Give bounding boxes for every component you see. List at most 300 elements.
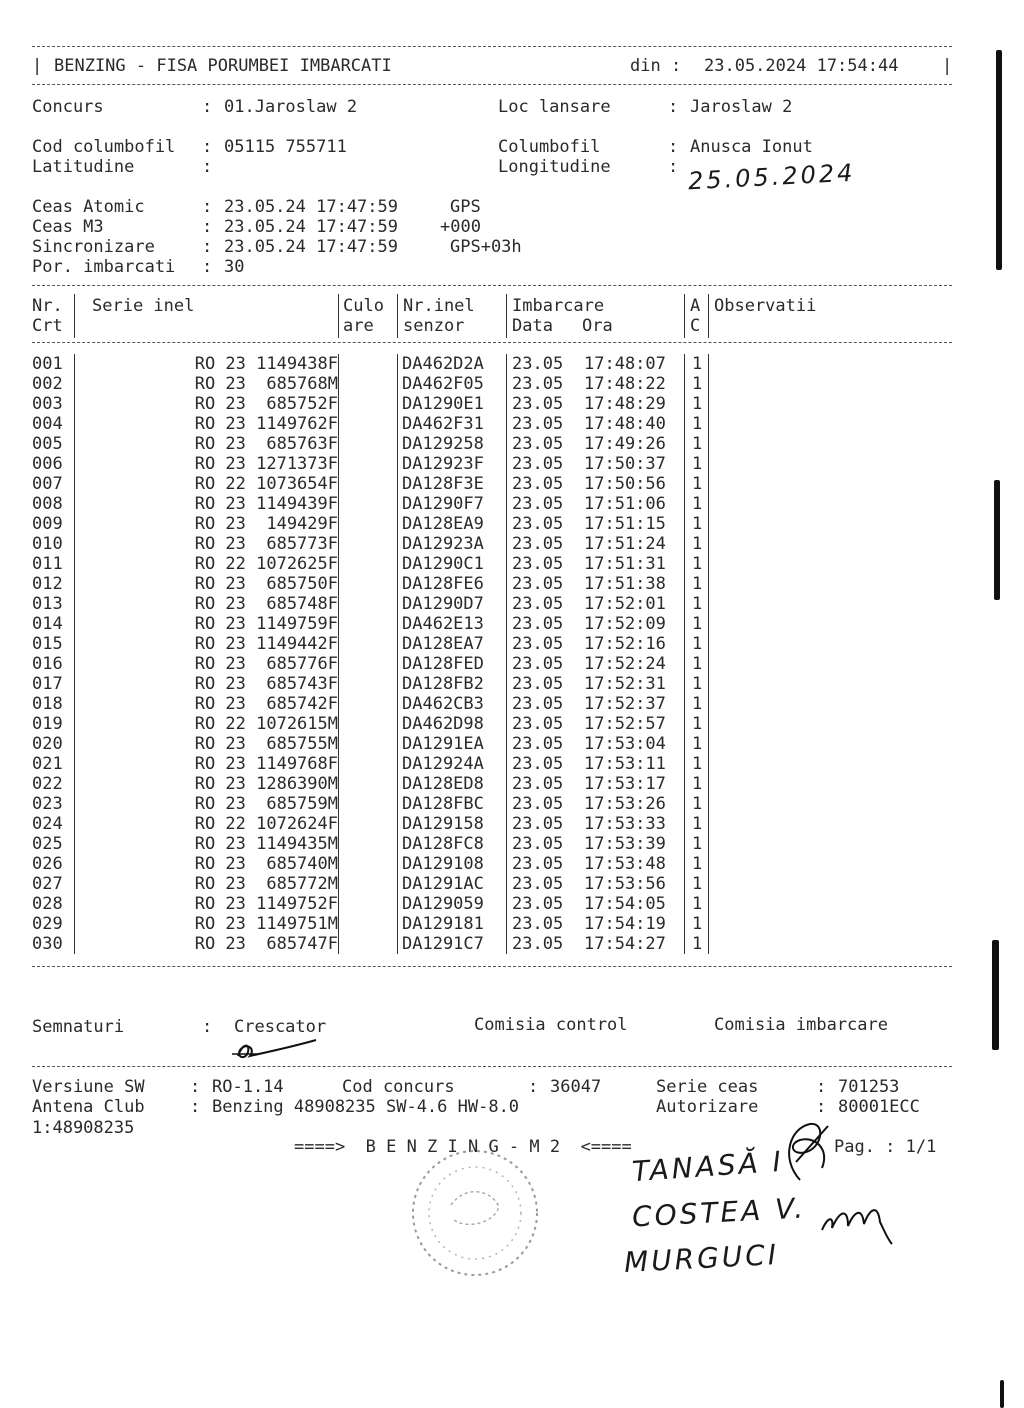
embark-date: 23.05 xyxy=(512,854,564,874)
ac-flag: 1 xyxy=(692,734,703,754)
embark-time: 17:51:31 xyxy=(584,554,666,574)
sensor-ring: DA128FBC xyxy=(402,794,484,814)
ring-series: RO 22 1072625F xyxy=(194,554,338,574)
ac-flag: 1 xyxy=(692,634,703,654)
m3-colon: : xyxy=(202,217,213,237)
row-number: 001 xyxy=(32,354,63,374)
embark-date: 23.05 xyxy=(512,414,564,434)
long-label: Longitudine xyxy=(498,157,611,177)
sync-colon: : xyxy=(202,237,213,257)
ac-flag: 1 xyxy=(692,454,703,474)
sensor-ring: DA12923A xyxy=(402,534,484,554)
sensor-ring: DA128F3E xyxy=(402,474,484,494)
row-number: 004 xyxy=(32,414,63,434)
commission-stamp xyxy=(395,1145,555,1280)
sync-value: 23.05.24 17:47:59 xyxy=(224,237,398,257)
concurs-value: 01.Jaroslaw 2 xyxy=(224,97,358,117)
embark-time: 17:53:04 xyxy=(584,734,666,754)
sensor-ring: DA129258 xyxy=(402,434,484,454)
sensor-ring: DA129158 xyxy=(402,814,484,834)
table-row xyxy=(32,774,772,794)
ring-series: RO 22 1072624F xyxy=(194,814,338,834)
embark-time: 17:53:33 xyxy=(584,814,666,834)
crescator-label: Crescator xyxy=(234,1017,327,1037)
concurs-label: Concurs xyxy=(32,97,104,117)
col-nr-header-2: Crt xyxy=(32,316,63,336)
embark-time: 17:52:09 xyxy=(584,614,666,634)
ac-flag: 1 xyxy=(692,394,703,414)
row-number: 022 xyxy=(32,774,63,794)
row-number: 030 xyxy=(32,934,63,954)
col-ac-header: A xyxy=(690,296,701,316)
embark-date: 23.05 xyxy=(512,694,564,714)
col-ac-header-2: C xyxy=(690,316,701,336)
embark-date: 23.05 xyxy=(512,774,564,794)
ring-series: RO 23 1149439F xyxy=(194,494,338,514)
row-number: 003 xyxy=(32,394,63,414)
row-number: 016 xyxy=(32,654,63,674)
ring-series: RO 23 685773F xyxy=(194,534,338,554)
ring-series: RO 23 1149435M xyxy=(194,834,338,854)
sync-label: Sincronizare xyxy=(32,237,155,257)
embark-date: 23.05 xyxy=(512,754,564,774)
handwritten-name-2: COSTEA V. xyxy=(631,1191,807,1234)
autorizare-colon: : xyxy=(816,1097,827,1117)
embark-time: 17:48:29 xyxy=(584,394,666,414)
handwritten-name-3: MURGUCI xyxy=(623,1237,780,1280)
ac-flag: 1 xyxy=(692,814,703,834)
embark-time: 17:53:56 xyxy=(584,874,666,894)
ac-flag: 1 xyxy=(692,674,703,694)
embark-time: 17:51:38 xyxy=(584,574,666,594)
embark-date: 23.05 xyxy=(512,614,564,634)
row-number: 005 xyxy=(32,434,63,454)
embark-time: 17:52:16 xyxy=(584,634,666,654)
ring-series: RO 23 685755M xyxy=(194,734,338,754)
pigeon-table xyxy=(32,354,772,954)
row-number: 018 xyxy=(32,694,63,714)
serie-ceas-label: Serie ceas xyxy=(656,1077,759,1097)
document-title: BENZING - FISA PORUMBEI IMBARCATI xyxy=(54,56,392,76)
embark-time: 17:54:05 xyxy=(584,894,666,914)
table-row xyxy=(32,594,772,614)
handwritten-date: 25.05.2024 xyxy=(687,158,857,196)
signatures-label: Semnaturi xyxy=(32,1017,125,1037)
page-number: Pag. : 1/1 xyxy=(834,1137,937,1157)
embark-time: 17:49:26 xyxy=(584,434,666,454)
embark-date: 23.05 xyxy=(512,634,564,654)
separator xyxy=(32,966,952,967)
sync-suffix: GPS+03h xyxy=(450,237,522,257)
ac-flag: 1 xyxy=(692,514,703,534)
serie-ceas-value: 701253 xyxy=(838,1077,900,1097)
row-number: 015 xyxy=(32,634,63,654)
embark-date: 23.05 xyxy=(512,434,564,454)
table-row xyxy=(32,914,772,934)
embark-time: 17:48:22 xyxy=(584,374,666,394)
signatures-colon: : xyxy=(202,1017,213,1037)
antena-label: Antena Club xyxy=(32,1097,145,1117)
separator xyxy=(32,46,952,47)
embark-time: 17:53:39 xyxy=(584,834,666,854)
embark-time: 17:50:56 xyxy=(584,474,666,494)
table-row xyxy=(32,874,772,894)
ac-flag: 1 xyxy=(692,594,703,614)
ring-series: RO 23 1149759F xyxy=(194,614,338,634)
embark-date: 23.05 xyxy=(512,394,564,414)
table-row xyxy=(32,754,772,774)
sensor-ring: DA128EA7 xyxy=(402,634,484,654)
row-number: 021 xyxy=(32,754,63,774)
version-colon: : xyxy=(190,1077,201,1097)
ring-series: RO 23 685752F xyxy=(194,394,338,414)
cod-value: 05115 755711 xyxy=(224,137,347,157)
col-color-header: Culo xyxy=(343,296,384,316)
row-number: 002 xyxy=(32,374,63,394)
col-series-header: Serie inel xyxy=(92,296,195,316)
serie-ceas-colon: : xyxy=(816,1077,827,1097)
ac-flag: 1 xyxy=(692,934,703,954)
row-number: 027 xyxy=(32,874,63,894)
embark-time: 17:53:26 xyxy=(584,794,666,814)
columbofil-label: Columbofil xyxy=(498,137,601,157)
sensor-ring: DA128FB2 xyxy=(402,674,484,694)
ac-flag: 1 xyxy=(692,914,703,934)
sensor-ring: DA462CB3 xyxy=(402,694,484,714)
embark-time: 17:48:40 xyxy=(584,414,666,434)
embark-time: 17:52:01 xyxy=(584,594,666,614)
embark-time: 17:53:11 xyxy=(584,754,666,774)
table-row xyxy=(32,694,772,714)
scan-mark xyxy=(1000,1380,1004,1408)
count-label: Por. imbarcati xyxy=(32,257,176,277)
print-datetime: 23.05.2024 17:54:44 xyxy=(704,56,899,76)
m3-value: 23.05.24 17:47:59 xyxy=(224,217,398,237)
embark-time: 17:52:24 xyxy=(584,654,666,674)
separator xyxy=(32,342,952,343)
embark-time: 17:52:57 xyxy=(584,714,666,734)
ac-flag: 1 xyxy=(692,834,703,854)
cod-colon: : xyxy=(202,137,213,157)
table-row xyxy=(32,614,772,634)
table-row xyxy=(32,634,772,654)
ac-flag: 1 xyxy=(692,754,703,774)
embark-date: 23.05 xyxy=(512,534,564,554)
embark-date: 23.05 xyxy=(512,574,564,594)
loc-value: Jaroslaw 2 xyxy=(690,97,793,117)
embark-time: 17:50:37 xyxy=(584,454,666,474)
sensor-ring: DA12924A xyxy=(402,754,484,774)
row-number: 017 xyxy=(32,674,63,694)
antena-value: Benzing 48908235 SW-4.6 HW-8.0 xyxy=(212,1097,520,1117)
ring-series: RO 23 1149751M xyxy=(194,914,338,934)
embark-time: 17:54:19 xyxy=(584,914,666,934)
scan-mark xyxy=(994,480,1000,600)
ac-flag: 1 xyxy=(692,554,703,574)
sensor-ring: DA128ED8 xyxy=(402,774,484,794)
ring-series: RO 23 1149752F xyxy=(194,894,338,914)
embark-date: 23.05 xyxy=(512,874,564,894)
atomic-colon: : xyxy=(202,197,213,217)
row-number: 025 xyxy=(32,834,63,854)
table-row xyxy=(32,814,772,834)
table-row xyxy=(32,834,772,854)
count-colon: : xyxy=(202,257,213,277)
ring-series: RO 23 685768M xyxy=(194,374,338,394)
ring-series: RO 23 1149442F xyxy=(194,634,338,654)
autorizare-value: 80001ECC xyxy=(838,1097,920,1117)
table-row xyxy=(32,734,772,754)
atomic-suffix: GPS xyxy=(450,197,481,217)
ring-series: RO 22 1072615M xyxy=(194,714,338,734)
col-sensor-header: Nr.inel xyxy=(403,296,475,316)
sensor-ring: DA129181 xyxy=(402,914,484,934)
handwritten-name-1: TANASĂ I xyxy=(630,1144,785,1189)
scan-mark xyxy=(996,50,1002,270)
table-row xyxy=(32,354,772,374)
ring-series: RO 23 1271373F xyxy=(194,454,338,474)
ac-flag: 1 xyxy=(692,714,703,734)
embark-time: 17:52:31 xyxy=(584,674,666,694)
sensor-ring: DA12923F xyxy=(402,454,484,474)
row-number: 023 xyxy=(32,794,63,814)
row-number: 026 xyxy=(32,854,63,874)
columbofil-colon: : xyxy=(668,137,679,157)
col-obs-header: Observatii xyxy=(714,296,817,316)
row-number: 028 xyxy=(32,894,63,914)
embark-time: 17:51:15 xyxy=(584,514,666,534)
embark-time: 17:48:07 xyxy=(584,354,666,374)
col-embark-header: Imbarcare xyxy=(512,296,605,316)
col-time-header: Ora xyxy=(582,316,613,336)
row-number: 019 xyxy=(32,714,63,734)
embark-date: 23.05 xyxy=(512,814,564,834)
ring-series: RO 23 685750F xyxy=(194,574,338,594)
col-nr-header: Nr. xyxy=(32,296,63,316)
table-row xyxy=(32,574,772,594)
sensor-ring: DA1290E1 xyxy=(402,394,484,414)
col-rule xyxy=(74,294,75,338)
embark-date: 23.05 xyxy=(512,354,564,374)
ring-series: RO 23 1149768F xyxy=(194,754,338,774)
cod-concurs-label: Cod concurs xyxy=(342,1077,455,1097)
device-banner: ====> B E N Z I N G - M 2 <==== xyxy=(294,1137,632,1157)
sensor-ring: DA129059 xyxy=(402,894,484,914)
ac-flag: 1 xyxy=(692,354,703,374)
embark-time: 17:51:24 xyxy=(584,534,666,554)
ring-series: RO 23 685743F xyxy=(194,674,338,694)
m3-suffix: +000 xyxy=(440,217,481,237)
cod-concurs-colon: : xyxy=(528,1077,539,1097)
table-row xyxy=(32,934,772,954)
ac-flag: 1 xyxy=(692,694,703,714)
table-row xyxy=(32,474,772,494)
embark-date: 23.05 xyxy=(512,934,564,954)
embark-date: 23.05 xyxy=(512,674,564,694)
ring-series: RO 23 685742F xyxy=(194,694,338,714)
embark-date: 23.05 xyxy=(512,654,564,674)
breeder-signature xyxy=(228,1034,320,1064)
sensor-ring: DA1291EA xyxy=(402,734,484,754)
header-border-right: | xyxy=(942,56,953,76)
table-row xyxy=(32,534,772,554)
ac-flag: 1 xyxy=(692,434,703,454)
table-row xyxy=(32,894,772,914)
sensor-ring: DA462D2A xyxy=(402,354,484,374)
embark-date: 23.05 xyxy=(512,834,564,854)
version-label: Versiune SW xyxy=(32,1077,145,1097)
lat-colon: : xyxy=(202,157,213,177)
ring-series: RO 23 685759M xyxy=(194,794,338,814)
sensor-ring: DA462E13 xyxy=(402,614,484,634)
control-label: Comisia control xyxy=(474,1015,628,1035)
table-row xyxy=(32,454,772,474)
table-row xyxy=(32,494,772,514)
row-number: 006 xyxy=(32,454,63,474)
col-sensor-header-2: senzor xyxy=(403,316,465,336)
sensor-ring: DA128FED xyxy=(402,654,484,674)
row-number: 029 xyxy=(32,914,63,934)
ring-series: RO 23 685776F xyxy=(194,654,338,674)
ac-flag: 1 xyxy=(692,414,703,434)
sensor-ring: DA128EA9 xyxy=(402,514,484,534)
ac-flag: 1 xyxy=(692,534,703,554)
sensor-ring: DA1291C7 xyxy=(402,934,484,954)
row-number: 024 xyxy=(32,814,63,834)
atomic-value: 23.05.24 17:47:59 xyxy=(224,197,398,217)
table-row xyxy=(32,394,772,414)
header-border-left: | xyxy=(32,56,43,76)
lat-label: Latitudine xyxy=(32,157,135,177)
sensor-ring: DA462F31 xyxy=(402,414,484,434)
table-row xyxy=(32,434,772,454)
autorizare-label: Autorizare xyxy=(656,1097,759,1117)
ac-flag: 1 xyxy=(692,874,703,894)
embark-time: 17:53:17 xyxy=(584,774,666,794)
loc-colon: : xyxy=(668,97,679,117)
embark-time: 17:51:06 xyxy=(584,494,666,514)
col-rule xyxy=(684,294,685,338)
antena-colon: : xyxy=(190,1097,201,1117)
ring-series: RO 23 685748F xyxy=(194,594,338,614)
embark-date: 23.05 xyxy=(512,794,564,814)
ac-flag: 1 xyxy=(692,794,703,814)
embark-date: 23.05 xyxy=(512,494,564,514)
ac-flag: 1 xyxy=(692,894,703,914)
ring-series: RO 22 1073654F xyxy=(194,474,338,494)
sensor-ring: DA462F05 xyxy=(402,374,484,394)
table-row xyxy=(32,674,772,694)
ac-flag: 1 xyxy=(692,774,703,794)
embark-date: 23.05 xyxy=(512,454,564,474)
sensor-ring: DA128FE6 xyxy=(402,574,484,594)
row-number: 008 xyxy=(32,494,63,514)
ring-series: RO 23 685763F xyxy=(194,434,338,454)
sensor-ring: DA129108 xyxy=(402,854,484,874)
embark-date: 23.05 xyxy=(512,554,564,574)
ac-flag: 1 xyxy=(692,374,703,394)
embark-date: 23.05 xyxy=(512,894,564,914)
table-row xyxy=(32,854,772,874)
ring-series: RO 23 685740M xyxy=(194,854,338,874)
embark-date: 23.05 xyxy=(512,514,564,534)
table-row xyxy=(32,414,772,434)
col-rule xyxy=(506,294,507,338)
club-code: 1:48908235 xyxy=(32,1118,135,1138)
concurs-colon: : xyxy=(202,97,213,117)
row-number: 010 xyxy=(32,534,63,554)
count-value: 30 xyxy=(224,257,245,277)
ac-flag: 1 xyxy=(692,614,703,634)
row-number: 020 xyxy=(32,734,63,754)
separator xyxy=(32,1066,952,1067)
table-row xyxy=(32,794,772,814)
table-row xyxy=(32,554,772,574)
col-date-header: Data xyxy=(512,316,553,336)
table-row xyxy=(32,514,772,534)
embark-time: 17:54:27 xyxy=(584,934,666,954)
loc-label: Loc lansare xyxy=(498,97,611,117)
sensor-ring: DA1290C1 xyxy=(402,554,484,574)
table-row xyxy=(32,654,772,674)
row-number: 007 xyxy=(32,474,63,494)
version-value: RO-1.14 xyxy=(212,1077,284,1097)
table-row xyxy=(32,714,772,734)
col-rule xyxy=(397,294,398,338)
atomic-label: Ceas Atomic xyxy=(32,197,145,217)
embark-date: 23.05 xyxy=(512,474,564,494)
sensor-ring: DA128FC8 xyxy=(402,834,484,854)
embark-date: 23.05 xyxy=(512,714,564,734)
embark-date: 23.05 xyxy=(512,914,564,934)
ring-series: RO 23 685747F xyxy=(194,934,338,954)
cod-label: Cod columbofil xyxy=(32,137,176,157)
sensor-ring: DA1290F7 xyxy=(402,494,484,514)
col-rule xyxy=(338,294,339,338)
embark-time: 17:53:48 xyxy=(584,854,666,874)
embark-date: 23.05 xyxy=(512,734,564,754)
scan-mark xyxy=(992,940,999,1050)
ring-series: RO 23 685772M xyxy=(194,874,338,894)
row-number: 012 xyxy=(32,574,63,594)
ac-flag: 1 xyxy=(692,654,703,674)
separator xyxy=(32,285,952,286)
table-row xyxy=(32,374,772,394)
ac-flag: 1 xyxy=(692,854,703,874)
sensor-ring: DA462D98 xyxy=(402,714,484,734)
embark-time: 17:52:37 xyxy=(584,694,666,714)
ac-flag: 1 xyxy=(692,494,703,514)
ac-flag: 1 xyxy=(692,574,703,594)
ring-series: RO 23 1149762F xyxy=(194,414,338,434)
sensor-ring: DA1291AC xyxy=(402,874,484,894)
row-number: 011 xyxy=(32,554,63,574)
long-colon: : xyxy=(668,157,679,177)
m3-label: Ceas M3 xyxy=(32,217,104,237)
separator xyxy=(32,84,952,85)
ring-series: RO 23 1149438F xyxy=(194,354,338,374)
handwritten-signature xyxy=(818,1196,898,1246)
imbarcare-label: Comisia imbarcare xyxy=(714,1015,888,1035)
cod-concurs-value: 36047 xyxy=(550,1077,602,1097)
col-rule xyxy=(708,294,709,338)
ring-series: RO 23 1286390M xyxy=(194,774,338,794)
date-label: din : xyxy=(630,56,682,76)
sensor-ring: DA1290D7 xyxy=(402,594,484,614)
embark-date: 23.05 xyxy=(512,374,564,394)
embark-date: 23.05 xyxy=(512,594,564,614)
row-number: 014 xyxy=(32,614,63,634)
